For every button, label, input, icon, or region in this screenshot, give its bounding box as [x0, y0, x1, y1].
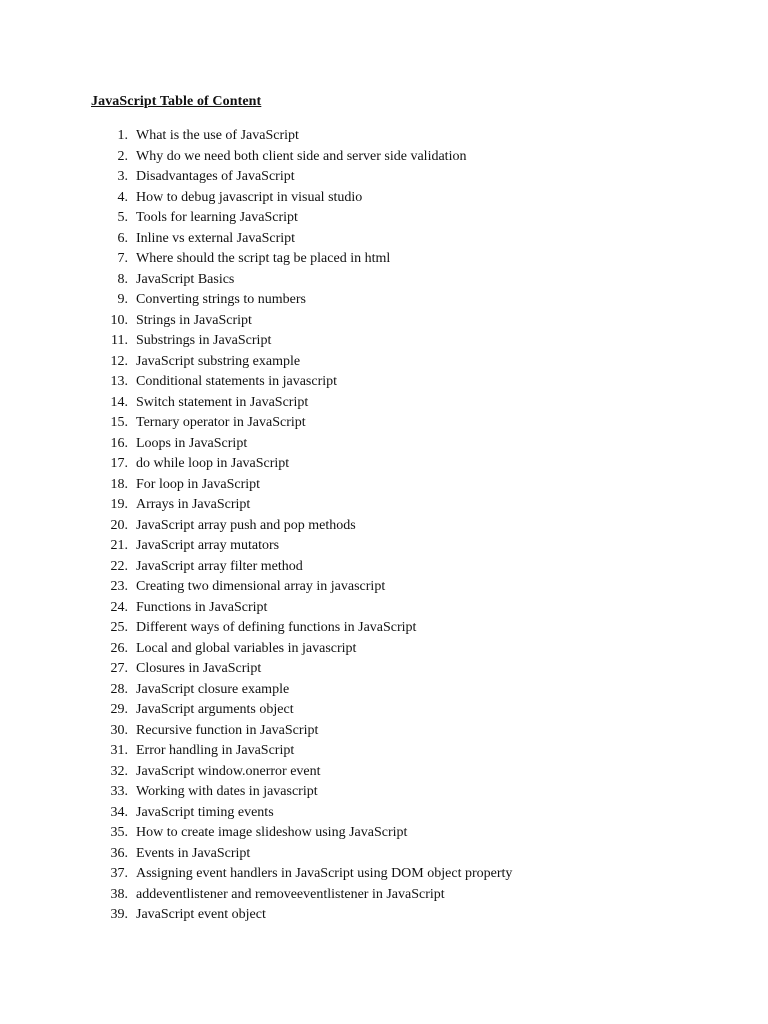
- list-item-text: Ternary operator in JavaScript: [136, 415, 306, 430]
- list-item-number: 34.: [110, 804, 128, 820]
- list-item-number: 12.: [110, 353, 128, 369]
- list-item-text: Inline vs external JavaScript: [136, 230, 296, 246]
- list-item-text: Local and global variables in javascript: [136, 640, 357, 656]
- list-item-number: 35.: [110, 825, 128, 840]
- list-item-text: Different ways of defining functions in JavaScript: [136, 620, 417, 635]
- list-item-text: Substrings in JavaScript: [136, 333, 272, 348]
- list-item-text: How to create image slideshow using JavaScript: [136, 825, 408, 840]
- list-item-text: JavaScript window.onerror event: [136, 763, 321, 779]
- list-item-number: 38.: [110, 886, 128, 902]
- list-item-number: 39.: [110, 907, 128, 922]
- list-item-text: JavaScript Basics: [136, 271, 235, 287]
- list-item-text: Conditional statements in javascript: [136, 374, 338, 389]
- list-item-number: 26.: [110, 640, 128, 656]
- list-item-number: 19.: [110, 497, 128, 512]
- list-item-number: 23.: [110, 579, 128, 594]
- list-item-text: JavaScript closure example: [136, 681, 290, 697]
- list-item-text: What is the use of JavaScript: [136, 128, 299, 143]
- list-item-text: Functions in JavaScript: [136, 599, 268, 615]
- list-item-number: 1.: [117, 128, 128, 143]
- list-item-number: 4.: [117, 189, 128, 205]
- list-item-text: Arrays in JavaScript: [136, 497, 251, 512]
- list-item-number: 33.: [110, 784, 128, 799]
- list-item-number: 11.: [111, 333, 128, 348]
- list-item-number: 25.: [110, 620, 128, 635]
- list-item-text: do while loop in JavaScript: [136, 456, 290, 471]
- list-item-text: Working with dates in javascript: [136, 784, 318, 799]
- list-item-number: 10.: [110, 312, 128, 328]
- list-item-number: 36.: [110, 845, 128, 861]
- list-item-number: 32.: [110, 763, 128, 779]
- list-item-number: 3.: [117, 169, 128, 184]
- list-item-number: 30.: [110, 722, 128, 738]
- list-item-text: Error handling in JavaScript: [136, 743, 295, 758]
- list-item-number: 24.: [110, 599, 128, 615]
- list-item-number: 5.: [117, 210, 128, 225]
- list-item-text: Creating two dimensional array in javascript: [136, 579, 386, 594]
- list-item-number: 13.: [110, 374, 128, 389]
- list-item-text: JavaScript timing events: [136, 804, 274, 820]
- list-item-number: 18.: [110, 476, 128, 492]
- list-item-text: JavaScript array filter method: [136, 558, 303, 574]
- list-item-text: addeventlistener and removeeventlistener in JavaScript: [136, 886, 445, 902]
- list-item-number: 27.: [110, 661, 128, 676]
- list-item-text: Switch statement in JavaScript: [136, 394, 309, 410]
- list-item-number: 6.: [117, 230, 128, 246]
- list-item-text: Events in JavaScript: [136, 845, 251, 861]
- list-item-text: JavaScript array push and pop methods: [136, 517, 356, 533]
- list-item-number: 9.: [117, 292, 128, 307]
- list-item-number: 20.: [110, 517, 128, 533]
- list-item-number: 16.: [110, 435, 128, 451]
- list-item-text: How to debug javascript in visual studio: [136, 189, 363, 205]
- list-item-text: Recursive function in JavaScript: [136, 722, 319, 738]
- list-item-number: 31.: [110, 743, 128, 758]
- list-item-text: Strings in JavaScript: [136, 312, 252, 328]
- list-item-number: 14.: [110, 394, 128, 410]
- list-item-number: 28.: [110, 681, 128, 697]
- list-item-text: Converting strings to numbers: [136, 292, 306, 307]
- list-item-text: JavaScript substring example: [136, 353, 301, 369]
- list-item-number: 15.: [110, 415, 128, 430]
- list-item-number: 37.: [110, 866, 128, 881]
- list-item-number: 7.: [117, 251, 128, 266]
- list-item-text: Where should the script tag be placed in html: [136, 251, 391, 266]
- list-item-text: JavaScript array mutators: [136, 538, 280, 553]
- document-title: JavaScript Table of Content: [91, 94, 262, 109]
- list-item-number: 29.: [110, 702, 128, 717]
- list-item-text: For loop in JavaScript: [136, 476, 261, 492]
- list-item-number: 21.: [110, 538, 128, 553]
- list-item-text: JavaScript arguments object: [136, 702, 294, 717]
- list-item-number: 22.: [110, 558, 128, 574]
- list-item-number: 17.: [110, 456, 128, 471]
- list-item-number: 8.: [117, 271, 128, 287]
- list-item-text: JavaScript event object: [136, 907, 266, 922]
- list-item-text: Closures in JavaScript: [136, 661, 262, 676]
- list-item-text: Tools for learning JavaScript: [136, 210, 298, 225]
- list-item-text: Why do we need both client side and server side validation: [136, 148, 467, 164]
- list-item-text: Loops in JavaScript: [136, 435, 248, 451]
- list-item-text: Disadvantages of JavaScript: [136, 169, 295, 184]
- list-item-text: Assigning event handlers in JavaScript using DOM object property: [136, 866, 513, 881]
- list-item-number: 2.: [117, 148, 128, 164]
